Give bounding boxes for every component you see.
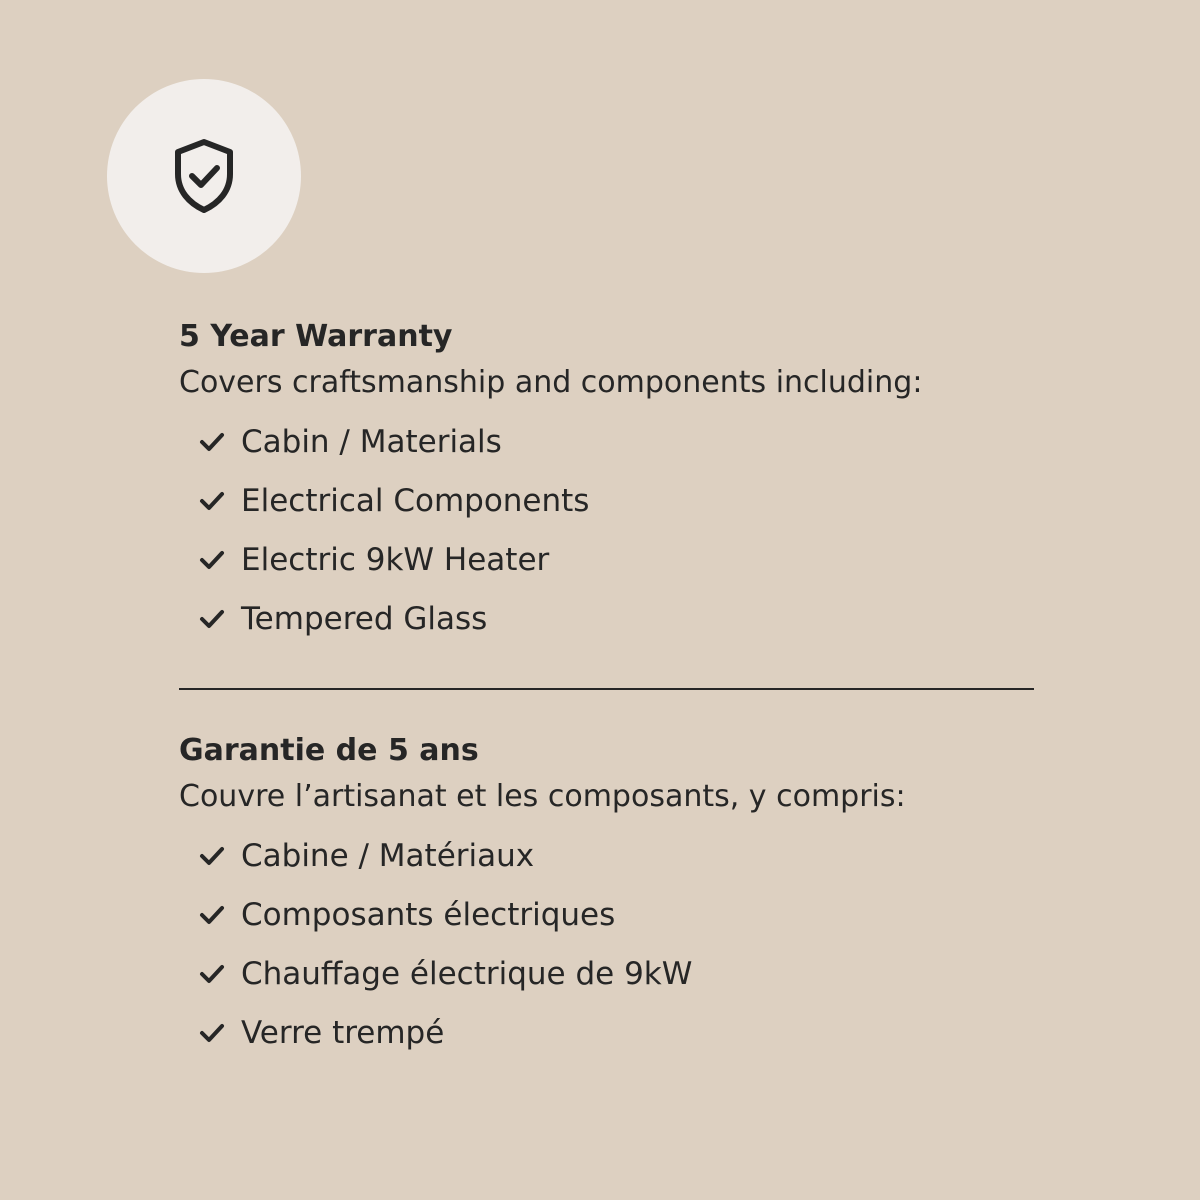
warranty-section-french [179,730,1059,1062]
section-subtitle: Covers craftsmanship and components including: [179,365,923,400]
coverage-list [179,412,1059,648]
list-item [179,530,1059,589]
list-item-label: Verre trempé [241,1014,445,1051]
shield-check-icon [173,138,235,214]
divider [179,688,1034,690]
checkmark-icon [199,432,225,452]
list-item-label: Composants électriques [241,896,616,933]
list-item [179,412,1059,471]
section-title: Garantie de 5 ans [179,733,479,768]
checkmark-icon [199,964,225,984]
list-item-label: Cabine / Matériaux [241,837,535,874]
list-item [179,885,1059,944]
coverage-list [179,826,1059,1062]
list-item [179,944,1059,1003]
warranty-section-english [179,316,1059,648]
list-item-label: Electric 9kW Heater [241,541,550,578]
list-item-label: Electrical Components [241,482,590,519]
list-item-label: Cabin / Materials [241,423,502,460]
warranty-badge [107,79,301,273]
checkmark-icon [199,846,225,866]
section-title: 5 Year Warranty [179,319,453,354]
checkmark-icon [199,550,225,570]
list-item [179,826,1059,885]
list-item [179,1003,1059,1062]
checkmark-icon [199,905,225,925]
section-subtitle: Couvre l’artisanat et les composants, y compris: [179,779,906,814]
list-item [179,589,1059,648]
list-item [179,471,1059,530]
list-item-label: Chauffage électrique de 9kW [241,955,693,992]
list-item-label: Tempered Glass [241,600,488,637]
checkmark-icon [199,609,225,629]
checkmark-icon [199,1023,225,1043]
checkmark-icon [199,491,225,511]
